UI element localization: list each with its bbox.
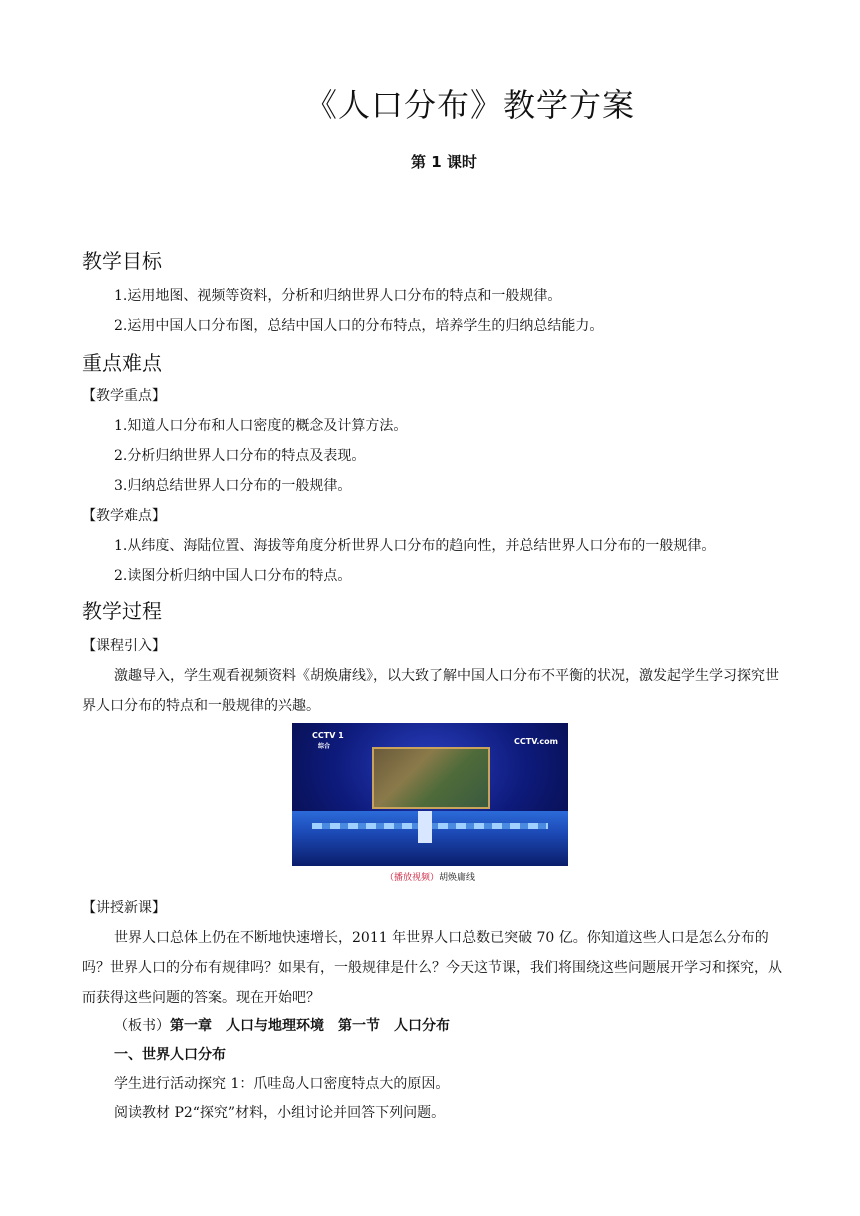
focus-item: 3.归纳总结世界人口分布的一般规律。 [114, 478, 352, 494]
new-lesson-label: 【讲授新课】 [82, 900, 166, 916]
cctv-logo-right: CCTV.com [514, 737, 558, 746]
focus-label: 【教学重点】 [82, 388, 166, 404]
difficulty-label: 【教学难点】 [82, 508, 166, 524]
difficulty-item: 2.读图分析归纳中国人口分布的特点。 [114, 568, 352, 584]
goal-item: 1.运用地图、视频等资料，分析和归纳世界人口分布的特点和一般规律。 [114, 288, 562, 304]
cctv-logo-left: CCTV 1 [312, 731, 344, 740]
lesson-number: 第 1 课时 [411, 153, 477, 171]
new-lesson-paragraph: 世界人口总体上仍在不断地快速增长，2011 年世界人口总数已突破 70 亿。你知道这些人口是怎么分布的吗？世界人口的分布有规律吗？如果有，一般规律是什么？今天这节课，我们将围绕这些问题展开学习和探究，从而获得这些问题的答案。现在开始吧？ [82, 930, 782, 1006]
activity-line: 学生进行活动探究 1：爪哇岛人口密度特点大的原因。 [114, 1076, 450, 1092]
difficulty-item: 1.从纬度、海陆位置、海拔等角度分析世界人口分布的趋向性，并总结世界人口分布的一般规律。 [114, 538, 716, 554]
presenter-podium [418, 811, 432, 843]
cctv-channel-label: 综合 [318, 743, 331, 750]
goals-heading: 教学目标 [82, 249, 162, 273]
caption-play-label: （播放视频） [384, 873, 439, 883]
process-heading: 教学过程 [82, 599, 162, 623]
document-title: 《人口分布》教学方案 [304, 86, 635, 124]
video-caption [0, 870, 860, 883]
section-subheading: 一、世界人口分布 [114, 1047, 226, 1063]
focus-item: 1.知道人口分布和人口密度的概念及计算方法。 [114, 418, 408, 434]
focus-item: 2.分析归纳世界人口分布的特点及表现。 [114, 448, 366, 464]
intro-label: 【课程引入】 [82, 638, 166, 654]
board-prefix: （板书） [114, 1018, 170, 1034]
caption-title: 胡焕庸线 [439, 873, 476, 883]
reading-line: 阅读教材 P2“探究”材料，小组讨论并回答下列问题。 [114, 1105, 446, 1121]
map-screen [372, 747, 490, 809]
intro-paragraph: 激趣导入，学生观看视频资料《胡焕庸线》，以大致了解中国人口分布不平衡的状况，激发起学生学习探究世界人口分布的特点和一般规律的兴趣。 [82, 668, 779, 714]
board-text: 第一章 人口与地理环境 第一节 人口分布 [170, 1018, 450, 1034]
goal-item: 2.运用中国人口分布图，总结中国人口的分布特点，培养学生的归纳总结能力。 [114, 318, 604, 334]
board-line [114, 1016, 450, 1036]
keypoints-heading: 重点难点 [82, 351, 162, 375]
video-still-image[interactable] [292, 723, 568, 866]
